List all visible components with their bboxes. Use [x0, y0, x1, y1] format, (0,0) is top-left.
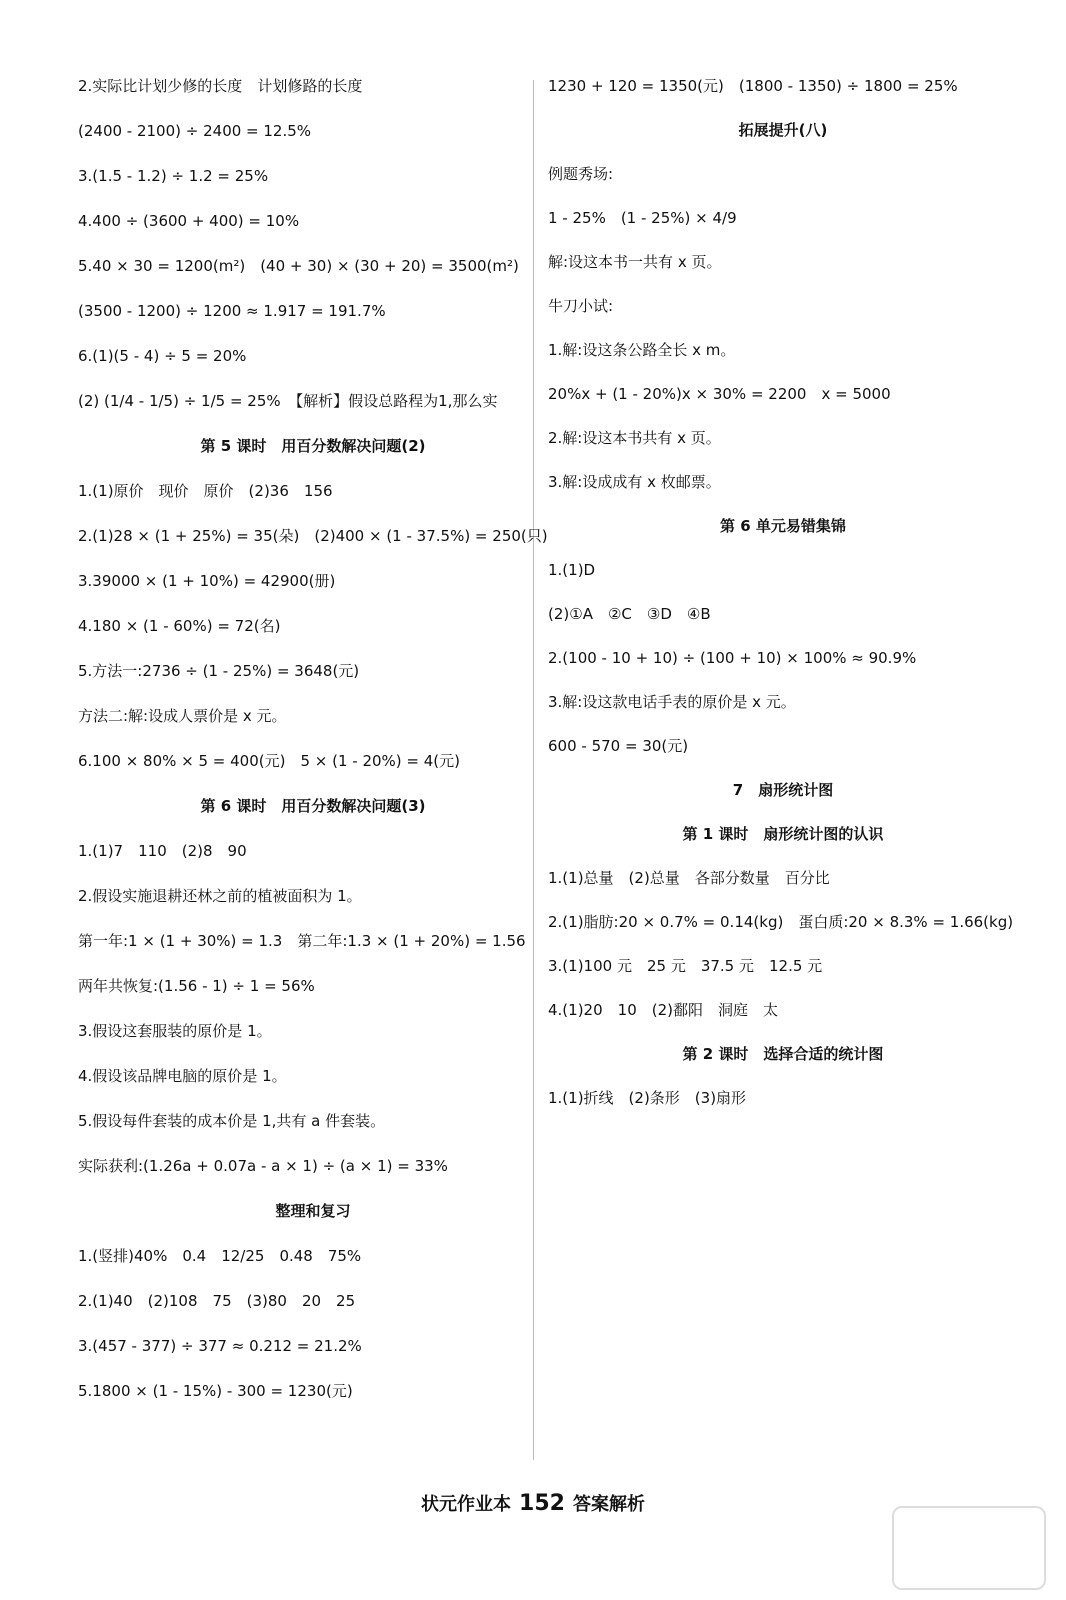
answer-line: (2400 - 2100) ÷ 2400 = 12.5%	[78, 122, 312, 140]
answer-line: 4.400 ÷ (3600 + 400) = 10%	[78, 212, 300, 230]
answer-line: 2.解:设这本书共有 x 页。	[548, 429, 721, 447]
answer-line: 拓展提升(八)	[738, 121, 828, 139]
answer-line: 6.100 × 80% × 5 = 400(元) 5 × (1 - 20%) = 4(元)	[78, 752, 461, 770]
answer-line: 2.(100 - 10 + 10) ÷ (100 + 10) × 100% ≈ 90.9%	[548, 649, 917, 667]
answer-line: 第 6 课时 用百分数解决问题(3)	[200, 797, 426, 815]
footer-title: 状元作业本	[421, 1494, 512, 1515]
answer-line: 5.假设每件套装的成本价是 1,共有 a 件套装。	[78, 1112, 386, 1130]
page-number: 152	[519, 1491, 565, 1516]
watermark-logo	[892, 1506, 1046, 1590]
answer-line: 第一年:1 × (1 + 30%) = 1.3 第二年:1.3 × (1 + 20%) = 1.56	[78, 932, 526, 950]
answer-line: 牛刀小试:	[548, 297, 614, 315]
answer-line: 2.假设实施退耕还林之前的植被面积为 1。	[78, 887, 362, 905]
answer-line: 两年共恢复:(1.56 - 1) ÷ 1 = 56%	[78, 977, 315, 995]
answer-line: 第 1 课时 扇形统计图的认识	[682, 825, 884, 843]
answer-line: 3.(457 - 377) ÷ 377 ≈ 0.212 = 21.2%	[78, 1337, 362, 1355]
answer-line: 20%x + (1 - 20%)x × 30% = 2200 x = 5000	[548, 385, 891, 403]
answer-line: 1.(竖排)40% 0.4 12/25 0.48 75%	[78, 1247, 362, 1265]
answer-line: 6.(1)(5 - 4) ÷ 5 = 20%	[78, 347, 247, 365]
answer-line: 3.解:设成成有 x 枚邮票。	[548, 473, 721, 491]
answer-line: 4.(1)20 10 (2)鄱阳 洞庭 太	[548, 1001, 778, 1019]
answer-line: (3500 - 1200) ÷ 1200 ≈ 1.917 = 191.7%	[78, 302, 386, 320]
answer-line: (2)①A ②C ③D ④B	[548, 605, 711, 623]
answer-line: 2.(1)28 × (1 + 25%) = 35(朵) (2)400 × (1 - 37.5%) = 250(只)	[78, 527, 548, 545]
answer-line: 1.(1)折线 (2)条形 (3)扇形	[548, 1089, 747, 1107]
answer-line: 3.39000 × (1 + 10%) = 42900(册)	[78, 572, 336, 590]
answer-line: 方法二:解:设成人票价是 x 元。	[78, 707, 287, 725]
footer-subtitle: 答案解析	[572, 1494, 645, 1515]
answer-line: 1.(1)总量 (2)总量 各部分数量 百分比	[548, 869, 830, 887]
answer-line: 3.解:设这款电话手表的原价是 x 元。	[548, 693, 796, 711]
answer-line: 4.180 × (1 - 60%) = 72(名)	[78, 617, 281, 635]
answer-line: 1.解:设这条公路全长 x m。	[548, 341, 736, 359]
answer-line: 3.(1)100 元 25 元 37.5 元 12.5 元	[548, 957, 823, 975]
answer-line: 1.(1)7 110 (2)8 90	[78, 842, 247, 860]
answer-line: 1230 + 120 = 1350(元) (1800 - 1350) ÷ 1800 = 25%	[548, 77, 958, 95]
answer-line: 2.实际比计划少修的长度 计划修路的长度	[78, 77, 363, 95]
answer-line: 例题秀场:	[548, 165, 614, 183]
answer-line: 整理和复习	[275, 1202, 351, 1220]
answer-line: 2.(1)脂肪:20 × 0.7% = 0.14(kg) 蛋白质:20 × 8.3% = 1.66(kg)	[548, 913, 1014, 931]
answer-line: 第 5 课时 用百分数解决问题(2)	[200, 437, 426, 455]
left-column	[78, 75, 548, 1425]
answer-line: 5.方法一:2736 ÷ (1 - 25%) = 3648(元)	[78, 662, 360, 680]
answer-line: 4.假设该品牌电脑的原价是 1。	[78, 1067, 287, 1085]
answer-line: 600 - 570 = 30(元)	[548, 737, 689, 755]
answer-line: (2) (1/4 - 1/5) ÷ 1/5 = 25% 【解析】假设总路程为1,那么实	[78, 392, 498, 410]
answer-line: 第 2 课时 选择合适的统计图	[682, 1045, 884, 1063]
answer-line: 解:设这本书一共有 x 页。	[548, 253, 722, 271]
answer-line: 1.(1)原价 现价 原价 (2)36 156	[78, 482, 333, 500]
right-column	[548, 75, 1018, 1131]
answer-line: 1 - 25% (1 - 25%) × 4/9	[548, 209, 737, 227]
answer-line: 实际获利:(1.26a + 0.07a - a × 1) ÷ (a × 1) = 33%	[78, 1157, 448, 1175]
answer-line: 3.假设这套服装的原价是 1。	[78, 1022, 272, 1040]
answer-line: 第 6 单元易错集锦	[720, 517, 846, 535]
answer-line: 7 扇形统计图	[732, 781, 834, 799]
answer-line: 3.(1.5 - 1.2) ÷ 1.2 = 25%	[78, 167, 269, 185]
answer-line: 5.40 × 30 = 1200(m²) (40 + 30) × (30 + 20) = 3500(m²)	[78, 257, 519, 275]
answer-line: 1.(1)D	[548, 561, 596, 579]
answer-line: 5.1800 × (1 - 15%) - 300 = 1230(元)	[78, 1382, 353, 1400]
answer-line: 2.(1)40 (2)108 75 (3)80 20 25	[78, 1292, 356, 1310]
